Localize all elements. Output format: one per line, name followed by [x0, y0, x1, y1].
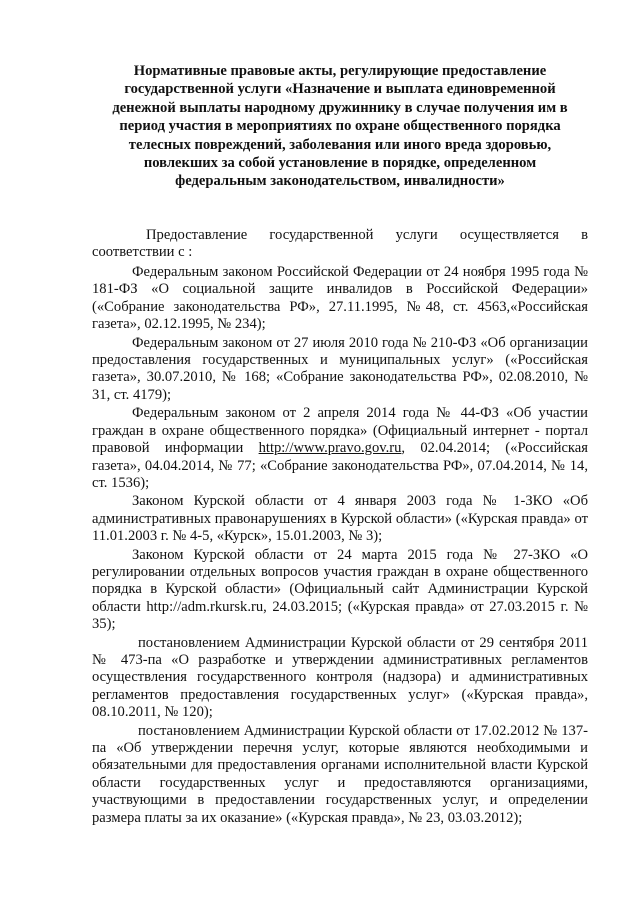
document-title: [92, 62, 588, 191]
title-line: федеральным законодательством, инвалидности»: [175, 173, 505, 190]
act-federal-law-44: [92, 405, 588, 492]
title-line: государственной услуги «Назначение и выплата единовременной: [124, 81, 556, 98]
act-text: Федеральным законом от 2 апреля 2014 года № 44-ФЗ «Об участии граждан в охране общественного порядка» (Официальный интернет - портал правовой информации: [92, 405, 588, 457]
act-kursk-law-1: Законом Курской области от 4 января 2003 года № 1-ЗКО «Об административных правонарушениях в Курской области» («Курская правда» от 11.01.2003 г. № 4-5, «Курск», 15.01.2003, № 3);: [92, 493, 588, 545]
title-line: денежной выплаты народному дружиннику в случае получения им в: [112, 99, 568, 116]
title-line: повлекших за собой установление в порядке, определенном: [143, 155, 537, 172]
title-line: период участия в мероприятиях по охране общественного порядка: [119, 118, 561, 135]
act-resolution-473: постановлением Администрации Курской области от 29 сентября 2011 № 473-па «О разработке и утверждении административных регламентов осуществления государственного контроля (надзора) и административных регламентов предоставления государственных услуг» («Курская правда», 08.10.2011, № 120);: [92, 634, 588, 721]
act-federal-law-181: Федеральным законом Российской Федерации от 24 ноября 1995 года № 181-ФЗ «О социальной защите инвалидов в Российской Федерации» («Собрание законодательства РФ», 27.11.1995, №48, ст. 4563,«Российская газета», 02.12.1995, № 234);: [92, 264, 588, 333]
title-line: Нормативные правовые акты, регулирующие предоставление: [133, 63, 547, 79]
intro-line: Предоставление государственной услуги осуществляется в: [146, 226, 588, 243]
pravo-gov-link[interactable]: http://www.pravo.gov.ru: [258, 440, 402, 457]
act-federal-law-210: Федеральным законом от 27 июля 2010 года № 210-ФЗ «Об организации предоставления государственных и муниципальных услуг» («Российская газета», 30.07.2010, № 168; «Собрание законодательства РФ», 02.08.2010, № 31, ст. 4179);: [92, 334, 588, 403]
act-resolution-137: постановлением Администрации Курской области от 17.02.2012 № 137-па «Об утверждении перечня услуг, которые являются необходимыми и обязательными для предоставления органами исполнительной власти Курской области государственных услуг и предоставляются организациями, участвующими в предоставлении государственных услуг, и определении размера платы за их оказание» («Курская правда», № 23, 03.03.2012);: [92, 722, 588, 826]
act-text: , 02.04.2014; («Российская газета», 04.04.2014, № 77; «Собрание законодательства РФ», 07.04.2014, № 14, ст. 1536);: [92, 440, 588, 491]
title-line: телесных повреждений, заболевания или иного вреда здоровью,: [128, 136, 552, 153]
intro-continuation: соответствии с :: [92, 244, 193, 261]
act-kursk-law-27: Законом Курской области от 24 марта 2015 года № 27-ЗКО «О регулировании отдельных вопросов участия граждан в охране общественного порядка в Курской области» (Официальный сайт Администрации Курской области http://adm.rkursk.ru, 24.03.2015; («Курская правда» от 27.03.2015 г. № 35);: [92, 546, 588, 633]
